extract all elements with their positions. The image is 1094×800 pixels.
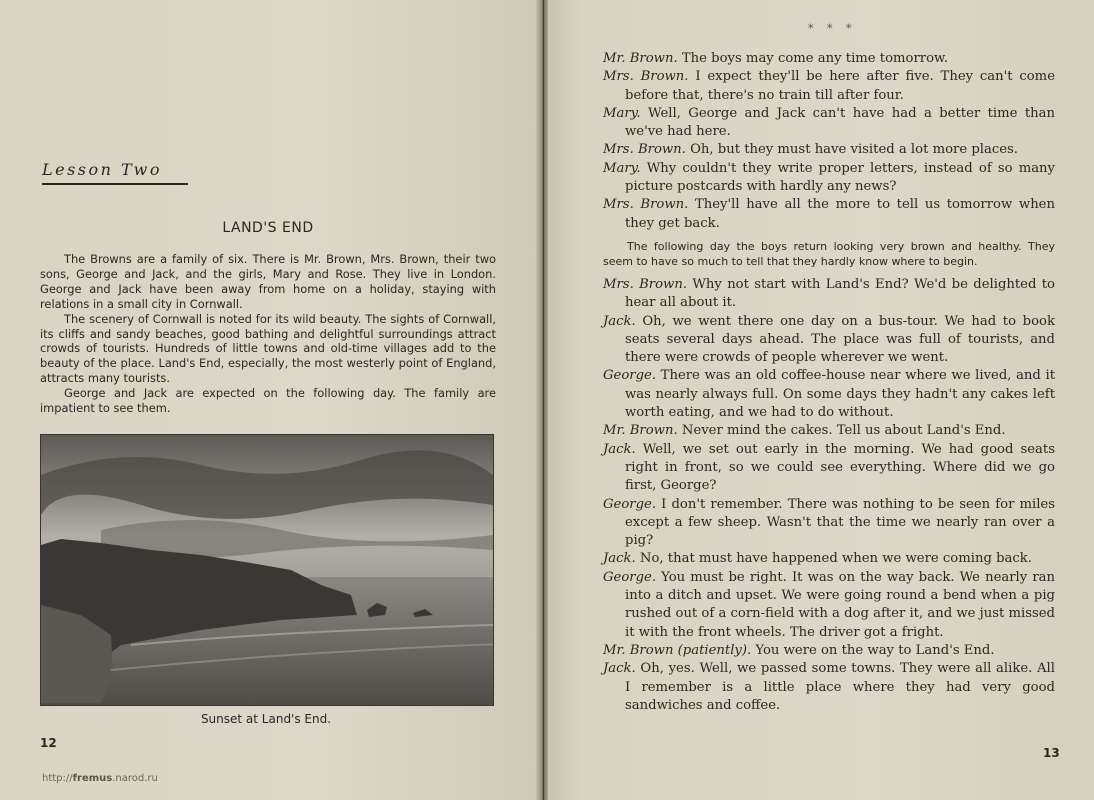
dialogue-line	[603, 550, 1055, 568]
paragraph: George and Jack are expected on the following day. The family are impatient to see them.	[40, 386, 496, 416]
speaker-name: George.	[603, 569, 657, 585]
speaker-name: Jack.	[603, 661, 636, 677]
paragraph: The scenery of Cornwall is noted for its wild beauty. The sights of Cornwall, its cliffs and sandy beaches, good bathing and delightful surroundings attract crowds of tourists. Hundreds of little towns and old-time villages add to the beauty of the place. Land's End, especially, the most westerly point of England, attracts many tourists.	[40, 311, 496, 386]
speech-text: Well, George and Jack can't have had a better time than we've had here.	[625, 105, 1055, 140]
speech-text: You were on the way to Land's End.	[755, 642, 995, 658]
lesson-title: Lesson Two	[42, 160, 188, 185]
speaker-name: Mr. Brown.	[603, 423, 678, 439]
speaker-name: Mrs. Brown.	[603, 197, 689, 213]
speech-text: Why not start with Land's End? We'd be delighted to hear all about it.	[625, 276, 1055, 311]
sunset-illustration	[40, 434, 494, 706]
section-separator: * * *	[808, 22, 857, 35]
speech-text: No, that must have happened when we were coming back.	[639, 551, 1032, 567]
paragraph: The Browns are a family of six. There is Mr. Brown, Mrs. Brown, their two sons, George and Jack, and the girls, Mary and Rose. They live in London. George and Jack have been away from home on a holiday, staying with relations in a small city in Cornwall.	[40, 252, 496, 311]
speaker-name: George.	[603, 496, 657, 512]
speaker-name: Mrs. Brown.	[603, 69, 689, 85]
image-caption: Sunset at Land's End.	[200, 712, 332, 726]
speech-text: You must be right. It was on the way back. We nearly ran into a ditch and upset. We were going round a bend when a pig rushed out of a corn-field with a dog after it, and we just missed it with the front wheels. The driver got a fright.	[625, 569, 1055, 640]
watermark-suffix: .narod.ru	[112, 773, 158, 784]
dialogue-line	[603, 105, 1055, 142]
dialogue-line	[603, 313, 1055, 368]
speech-text: I don't remember. There was nothing to be seen for miles except a few sheep. Wasn't that the time we nearly ran over a pig?	[625, 496, 1055, 549]
speaker-name: Jack.	[603, 313, 636, 329]
dialogue-line	[603, 422, 1055, 440]
speaker-name: Mrs. Brown.	[603, 276, 688, 292]
intro-text	[40, 252, 496, 416]
page-number-right: 13	[1043, 746, 1060, 760]
page-number-left: 12	[40, 736, 57, 750]
speech-text: Oh, we went there one day on a bus-tour. We had to book seats several days ahead. The place was full of tourists, and there were crowds of people wherever we went.	[625, 313, 1055, 366]
chapter-title: LAND'S END	[222, 220, 314, 236]
dialogue-line	[603, 196, 1055, 233]
speech-text: I expect they'll be here after five. They can't come before that, there's no train till after four.	[625, 69, 1055, 103]
speaker-name: Jack.	[603, 551, 636, 567]
speaker-name: Mary.	[603, 160, 641, 176]
coastal-cliff-image	[41, 435, 493, 705]
dialogue-line	[603, 367, 1055, 422]
watermark-bold: fremus	[72, 773, 113, 784]
speaker-name: Mary.	[603, 105, 641, 121]
dialogue-line	[603, 141, 1055, 159]
speech-text: There was an old coffee-house near where we lived, and it was nearly always full. On some days they hadn't any cakes left worth eating, and we had to do without.	[625, 368, 1055, 421]
watermark-url[interactable]	[42, 773, 158, 784]
narration: The following day the boys return looking very brown and healthy. They seem to have so much to tell that they hardly know where to begin.	[603, 239, 1055, 269]
speech-text: The boys may come any time tomorrow.	[681, 51, 948, 66]
dialogue-line	[603, 276, 1055, 313]
dialogue-line	[603, 569, 1055, 642]
dialogue-line	[603, 68, 1055, 105]
speech-text: Oh, yes. Well, we passed some towns. They were all alike. All I remember is a little place where they had very good sandwiches and coffee.	[625, 661, 1055, 713]
speaker-name: Mrs. Brown.	[603, 142, 686, 158]
speaker-name: Mr. Brown (patiently).	[603, 642, 752, 658]
dialogue-line	[603, 642, 1055, 660]
dialogue-text	[603, 50, 1055, 715]
speaker-name: George.	[603, 368, 657, 384]
dialogue-line	[603, 50, 1055, 68]
speaker-name: Mr. Brown.	[603, 51, 678, 66]
speech-text: Never mind the cakes. Tell us about Land's End.	[681, 423, 1006, 439]
speech-text: Well, we set out early in the morning. We had good seats right in front, so we could see everything. Where did we go first, George?	[625, 441, 1055, 494]
dialogue-line	[603, 660, 1055, 715]
dialogue-line	[603, 160, 1055, 197]
speech-text: Why couldn't they write proper letters, instead of so many picture postcards with hardly any news?	[625, 160, 1055, 195]
dialogue-line	[603, 441, 1055, 496]
left-page	[0, 0, 542, 800]
watermark-prefix: http://	[42, 773, 73, 784]
dialogue-line	[603, 496, 1055, 551]
speaker-name: Jack.	[603, 441, 636, 457]
speech-text: They'll have all the more to tell us tomorrow when they get back.	[625, 197, 1055, 231]
speech-text: Oh, but they must have visited a lot more places.	[690, 142, 1019, 158]
